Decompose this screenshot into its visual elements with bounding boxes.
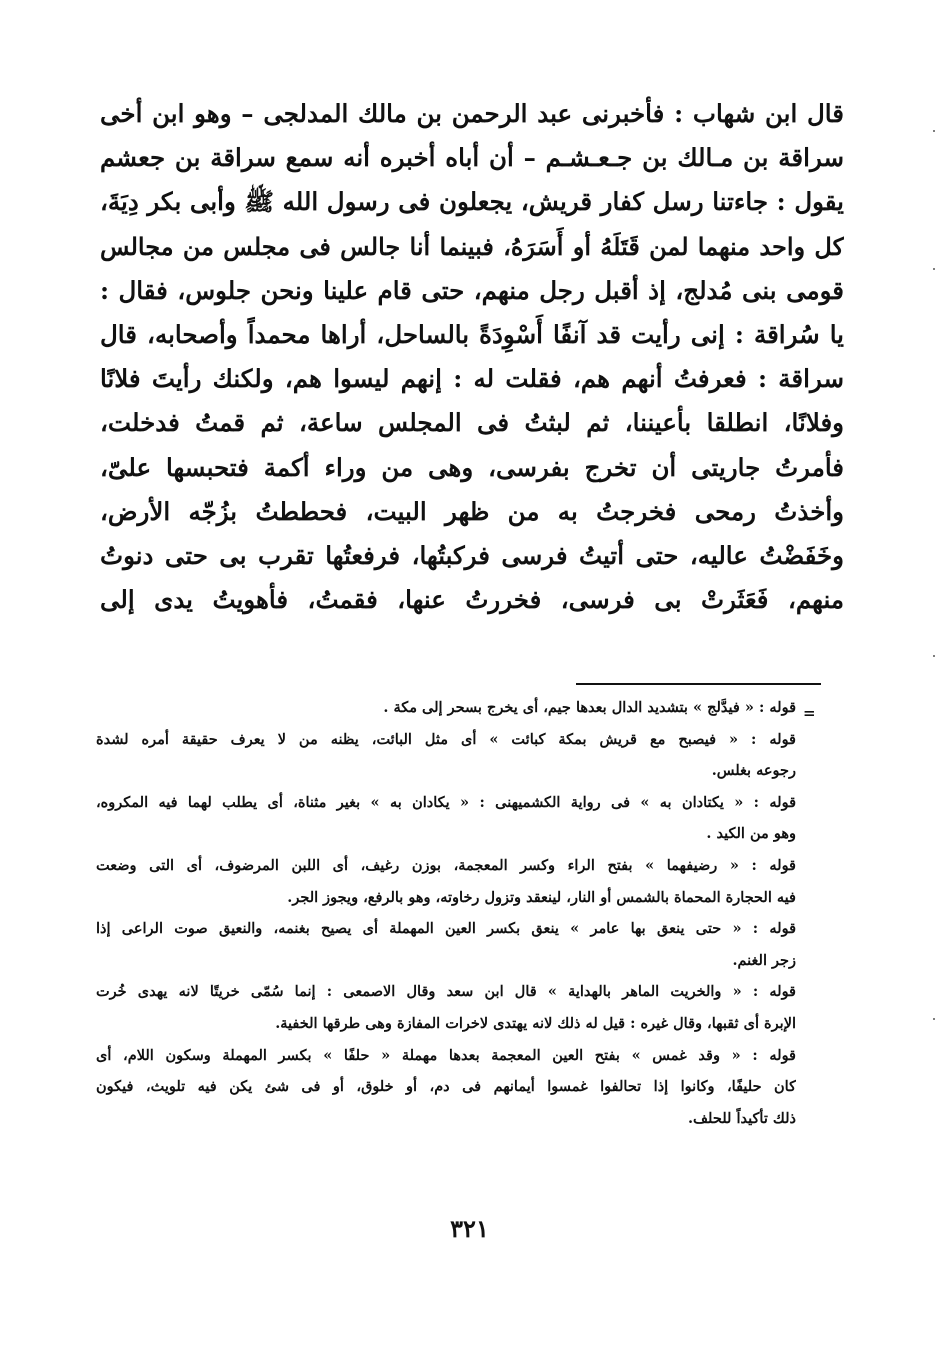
footnote-line: قوله : « رضيفهما » بفتح الراء وكسر المعجمة، بوزن رغيف، أى اللبن المرضوف، أى التى وضعت <box>96 856 796 874</box>
footnote-line: رجوعه بغلس. <box>711 762 796 780</box>
footnote-line: الإبرة أى ثقبها، وقال غيره : قيل له ذلك لانه يهتدى لاخرات المفازة وهى طرقها الخفية. <box>275 1014 796 1032</box>
main-text-line: وفلانًا، انطلقا بأعيننا، ثم لبثتُ فى المجلس ساعة، ثم قمتُ فدخلت، <box>100 408 844 438</box>
main-text-line: يقول : جاءتنا رسل كفار قريش، يجعلون فى رسول الله ﷺ وأبى بكر دِيَةَ، <box>100 187 844 217</box>
main-text-line: قومى بنى مُدلج، إذ أقبل رجل منهم، حتى قام علينا ونحن جلوس، فقال : <box>100 275 844 305</box>
main-text-block <box>100 92 844 622</box>
footnote <box>96 724 796 787</box>
margin-dot <box>933 268 935 270</box>
main-text-line: كل واحد منهما لمن قَتَلَهُ أو أَسَرَهُ، فبينما أنا جالس فى مجلس من مجالس <box>100 231 844 261</box>
main-text-line: سراقة بن مـالك بن جـعـشـم – أن أباه أخبره أنه سمع سراقة بن جعشم <box>100 143 844 173</box>
main-text-line: قال ابن شهاب : فأخبرنى عبد الرحمن بن مالك المدلجى – وهو ابن أخى <box>100 99 844 128</box>
main-text-line: سراقة : فعرفتُ أنهم هم، فقلت له : إنهم ليسوا هم، ولكنك رأيتَ فلانًا <box>100 364 844 394</box>
main-text-line: منهم، فَعَثَرتْ بى فرسى، فخررتُ عنها، فقمتُ، فأهويتُ يدى إلى <box>100 585 844 615</box>
footnote-line: زجر الغنم. <box>732 951 796 969</box>
main-text-line: وخَفَضْتُ عاليه، حتى أتيتُ فرسى فركبتُها، فرفعتُها تقرب بى حتى دنوتُ <box>100 540 844 570</box>
footnote-line: قوله : « فيدَّلج » بتشديد الدال بعدها جيم، أى يخرج بسحر إلى مكة . <box>383 699 796 716</box>
footnote-separator <box>576 683 821 685</box>
main-text-line: وأخذتُ رمحى فخرجتُ به من ظهر البيت، فحططتُ بزُجّه الأرض، <box>100 496 844 526</box>
margin-dot <box>933 130 935 132</box>
footnote-line: وهو من الكيد . <box>706 825 796 843</box>
footnote-line: قوله : « فيصبح مع قريش بمكة كبائت » أى مثل البائت، يظنه من لا يعرف حقيقة أمره لشدة <box>96 730 796 748</box>
footnote <box>96 692 796 724</box>
footnote <box>96 1040 796 1135</box>
margin-dot <box>933 1018 935 1020</box>
footnote-line: قوله : « وقد غمس » بفتح العين المعجمة بعدها مهملة « حلفًا » بكسر المهملة وسكون اللام، أى <box>96 1046 796 1064</box>
footnote-line: كان حليفًا، وكانوا إذا تحالفوا غمسوا أيمانهم فى دم، أو خلوق، أو فى شئ يكن فيه تلويث، فيكون <box>96 1078 796 1096</box>
footnote-line: قوله : « يكتادان به » فى رواية الكشميهنى : « يكادان به » بغير مثناة، أى يطلب لهما فيه المكروه، <box>96 793 796 811</box>
footnote <box>96 913 796 976</box>
footnote <box>96 976 796 1039</box>
margin-dot <box>933 655 935 657</box>
footnote-line: قوله : « حتى ينعق بها عامر » ينعق بكسر العين المهملة أى يصيح بغنمه، والنعيق صوت الراعى إذا <box>96 920 796 938</box>
footnote <box>96 787 796 850</box>
footnote-marker: = <box>803 704 816 722</box>
footnotes-block <box>96 692 796 1134</box>
footnote-line: فيه الحجارة المحماة بالشمس أو النار، لينعقد وتزول رخاوته، وهو بالرفع، ويجوز الجر. <box>287 888 796 906</box>
footnote <box>96 850 796 913</box>
main-text-line: يا سُراقة : إنى رأيت قد آنفًا أَسْوِدَةً بالساحل، أراها محمداً وأصحابه، قال <box>100 319 844 349</box>
footnote-line: قوله : « والخريت الماهر بالهداية » قال ابن سعد وقال الاصمعى : إنما سُمّى خريتًا لانه يهدى خُرت <box>96 983 796 1001</box>
page-number: ٣٢١ <box>450 1214 489 1243</box>
footnote-line: ذلك تأكيداً للحلف. <box>688 1109 796 1127</box>
main-text-line: فأمرتُ جاريتى أن تخرج بفرسى، وهى من وراء أكمة فتحبسها علىّ، <box>100 452 844 482</box>
